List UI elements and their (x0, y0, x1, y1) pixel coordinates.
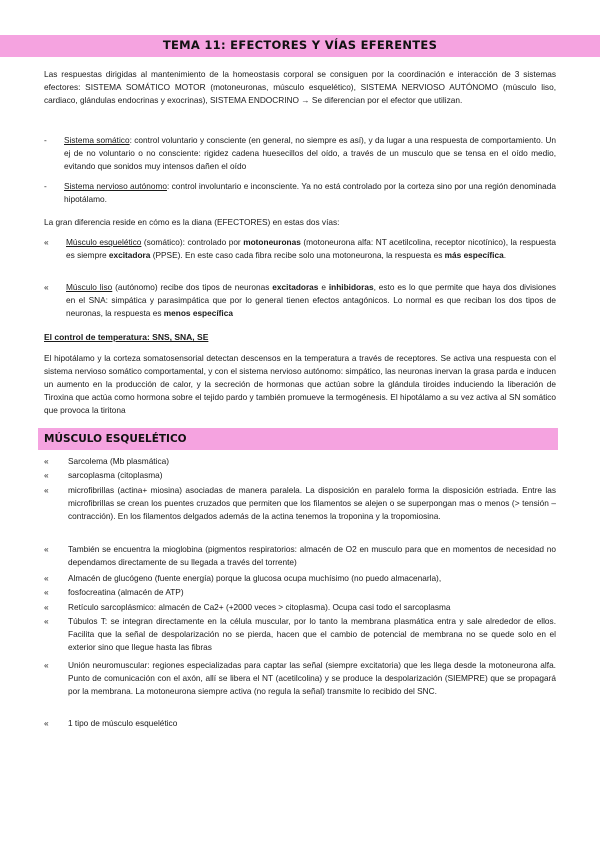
list-item-autonomic (64, 180, 556, 206)
text: e (318, 282, 329, 292)
list-marker: - (44, 135, 47, 145)
list-item: Túbulos T: se integran directamente en la célula muscular, por lo tanto la membrana plasmática entra y sale alrededor de ellos. Facilita que la señal de despolarización no se pierda, hacen que el cambio de potencial de membrana no se quede solo en el exterior sino que llegue hasta las fibras (68, 616, 556, 653)
text: . (503, 250, 507, 261)
list-item-somatic (64, 134, 556, 173)
list-item: Retículo sarcoplásmico: almacén de Ca2+ (+2000 veces > citoplasma). Ocupa casi todo el sarcoplasma (68, 602, 451, 612)
text: (PPSE). En este caso cada fibra recibe solo una motoneurona, la respuesta es (150, 250, 445, 261)
bold-term: inhibidoras (328, 282, 374, 292)
list-marker: « (44, 718, 49, 728)
list-item: Almacén de glucógeno (fuente energía) porque la glucosa ocupa muchísimo (no puedo almacenarla), (68, 573, 442, 583)
list-item: 1 tipo de músculo esquelético (68, 718, 178, 728)
list-item-smooth-muscle (66, 281, 556, 320)
bold-term: menos específica (163, 308, 233, 319)
list-marker: « (44, 456, 49, 466)
list-marker: « (44, 616, 49, 626)
list-item: microfibrillas (actina+ miosina) asociadas de manera paralela. La disposición en paralelo forma la disposición estriada. Entre las microfibrillas se crean los puentes cruzados que permiten que los filamentos se alejen o se superpongan mas o menos (> tensión – contracción). En los filamentos delgados además de la actina tenemos la troponina y la tropomiosina. (68, 485, 556, 522)
text: , esto es lo que permite que haya dos divisiones en el SNA: simpática y parasimpática que por lo general tienen efectos antagónicos. Lo normal es que reciban los dos tipos de neuronas, la respuesta es (66, 282, 556, 319)
bold-term: excitadora (108, 250, 151, 261)
list-marker: « (44, 470, 49, 480)
list-marker: « (44, 573, 49, 583)
list-marker: « (44, 660, 49, 670)
temperature-heading: El control de temperatura: SNS, SNA, SE (44, 332, 209, 342)
term-text: : control involuntario e inconsciente. Ya no está controlado por la corteza sino por una región denominada hipotálamo. (64, 181, 556, 205)
list-item: Unión neuromuscular: regiones especializadas para captar las señal (siempre excitatoria) que les llega desde la motoneurona alfa. Punto de comunicación con el axón, allí se libera el NT (acetilcolina) y se produce la despolarización (SIEMPRE) que se propagará por la membrana. La motoneurona siempre activa (no regula la señal) transmite lo recibido del SNC. (68, 660, 556, 697)
intro-paragraph: Las respuestas dirigidas al mantenimiento de la homeostasis corporal se consiguen por la coordinación e interacción de 3 sistemas efectores: SISTEMA SOMÁTICO MOTOR (motoneuronas, músculo esquelético), SISTEMA NERVIOSO AUTÓNOMO (músculo liso, cardiaco, glándulas endocrinas y exocrinas), SISTEMA ENDOCRINO → Se diferencian por el efector que utilizan. (44, 69, 556, 106)
muscle-term: Músculo liso (66, 282, 113, 292)
diana-paragraph: La gran diferencia reside en cómo es la diana (EFECTORES) en estas dos vías: (44, 217, 340, 227)
list-marker: « (44, 544, 49, 554)
list-item: También se encuentra la mioglobina (pigmentos respiratorios: almacén de O2 en musculo para que en momentos de necesidad no dependamos directamente de su llegada a través del torrente) (68, 544, 556, 568)
list-item-skeletal-muscle (66, 236, 556, 262)
list-marker: « (44, 602, 49, 612)
list-marker: « (44, 485, 49, 495)
term-text: : control voluntario y consciente (en general, no siempre es así), y da lugar a una respuesta de comportamiento. Un ej de no voluntario o no consciente: rigidez cadena huesecillos del oído, a través de un musculo que se tensa en el oído medio, evitando que sonidos muy intensos dañen el oído (64, 135, 556, 172)
list-marker: « (44, 282, 49, 292)
list-item: Sarcolema (Mb plasmática) (68, 456, 169, 466)
term: Sistema nervioso autónomo (64, 181, 167, 191)
bold-term: más específica (444, 250, 504, 261)
text: (autónomo) recibe dos tipos de neuronas (112, 282, 273, 292)
section-title: MÚSCULO ESQUELÉTICO (44, 433, 187, 445)
list-marker: « (44, 587, 49, 597)
list-marker: « (44, 237, 49, 247)
list-item: fosfocreatina (almacén de ATP) (68, 587, 184, 597)
text: (somático): controlado por (141, 237, 244, 247)
page-title: TEMA 11: EFECTORES Y VÍAS EFERENTES (162, 38, 438, 52)
muscle-term: Músculo esquelético (66, 237, 142, 247)
bold-term: excitadoras (272, 282, 319, 292)
bold-term: motoneuronas (243, 237, 301, 247)
list-item: sarcoplasma (citoplasma) (68, 470, 163, 480)
text: (motoneurona alfa: NT acetilcolina, receptor nicotínico), la respuesta es siempre (66, 237, 556, 261)
list-marker: - (44, 181, 47, 191)
term: Sistema somático (64, 135, 130, 145)
temperature-paragraph: El hipotálamo y la corteza somatosensorial detectan descensos en la temperatura a través de receptores. Se activa una respuesta con el sistema nervioso somático comportamental, y con el sistema nervioso autónomo: simpático, las neuronas inervan la grasa parda e inducen un aumento en la producción de calor, y la secreción de hormonas que actúan sobre la glándula tiroides induciendo la liberación de Tiroxina que actúa como hormona sobre el tejido pardo y también promueve la termogénesis. El hipotálamo a su vez activa al SN somático que provoca la tiritona (44, 353, 556, 416)
